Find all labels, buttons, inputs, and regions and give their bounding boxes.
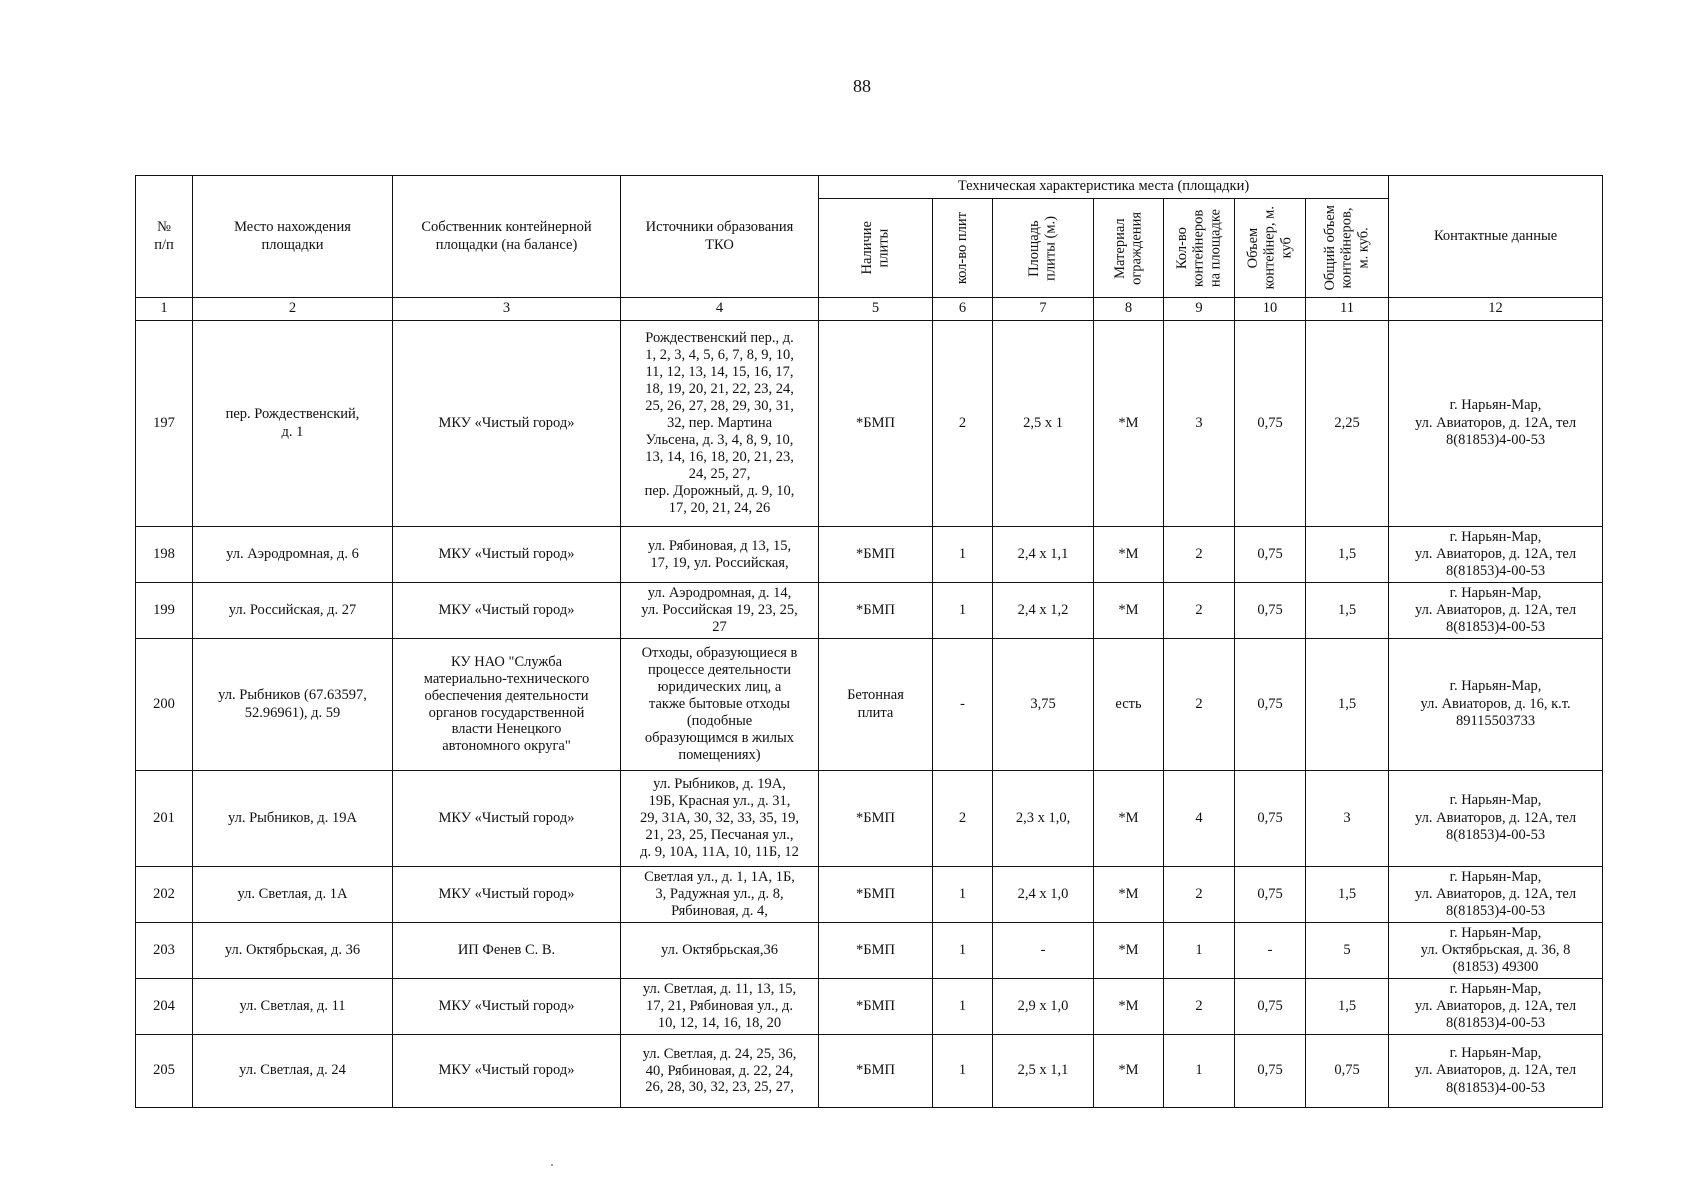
cell-fence-material: *М [1094,1035,1164,1108]
column-number-row [136,298,1603,321]
cell-num: 200 [136,639,193,771]
cell-total-volume: 1,5 [1306,639,1389,771]
cell-sources: Рождественский пер., д. 1, 2, 3, 4, 5, 6, 7, 8, 9, 10, 11, 12, 13, 14, 15, 16, 17, 18, 19, 20, 21, 22, 23, 24, 25, 26, 27, 28, 29, 30, 31, 32, пер. Мартина Ульсена, д. 3, 4, 8, 9, 10, 13, 14, 16, 18, 20, 21, 23, 24, 25, 27, пер. Дорожный, д. 9, 10, 17, 20, 21, 24, 26 [621,321,819,527]
cell-fence-material: есть [1094,639,1164,771]
cell-contacts: г. Нарьян-Мар, ул. Авиаторов, д. 12А, тел 8(81853)4-00-53 [1389,321,1603,527]
header-plate-count [933,199,993,298]
cell-container-volume: 0,75 [1235,1035,1306,1108]
cell-total-volume: 1,5 [1306,867,1389,923]
header-container-count [1164,199,1235,298]
cell-location: ул. Светлая, д. 11 [193,979,393,1035]
header-container-count-text: Кол-во контейнеров на площадке [1173,208,1224,288]
cell-sources: ул. Октябрьская,36 [621,923,819,979]
header-contacts: Контактные данные [1389,176,1603,298]
cell-plate-count: 1 [933,527,993,583]
cell-container-count: 1 [1164,1035,1235,1108]
table-row [136,583,1603,639]
cell-fence-material: *М [1094,583,1164,639]
cell-owner: МКУ «Чистый город» [393,583,621,639]
scan-speck [551,1164,553,1166]
header-tech-group: Техническая характеристика места (площадки) [819,176,1389,199]
header-container-volume [1235,199,1306,298]
cell-contacts: г. Нарьян-Мар, ул. Авиаторов, д. 12А, тел 8(81853)4-00-53 [1389,867,1603,923]
cell-total-volume: 1,5 [1306,979,1389,1035]
header-fence-material [1094,199,1164,298]
header-total-volume-text: Общий объем контейнеров, м. куб. [1322,205,1372,291]
header-has-plate-text: Наличие плиты [858,221,892,275]
cell-sources: Светлая ул., д. 1, 1А, 1Б, 3, Радужная ул., д. 8, Рябиновая, д. 4, [621,867,819,923]
column-number: 12 [1389,298,1603,321]
cell-plate-area: 2,4 х 1,1 [993,527,1094,583]
table-row [136,771,1603,867]
header-plate-area [993,199,1094,298]
cell-location: ул. Октябрьская, д. 36 [193,923,393,979]
cell-total-volume: 0,75 [1306,1035,1389,1108]
column-number: 11 [1306,298,1389,321]
cell-container-count: 2 [1164,527,1235,583]
cell-sources: ул. Светлая, д. 11, 13, 15, 17, 21, Рябиновая ул., д. 10, 12, 14, 16, 18, 20 [621,979,819,1035]
cell-plate-count: 1 [933,583,993,639]
cell-fence-material: *М [1094,867,1164,923]
header-fence-material-text: Материал ограждения [1111,211,1145,285]
cell-owner: МКУ «Чистый город» [393,867,621,923]
column-number: 2 [193,298,393,321]
cell-total-volume: 1,5 [1306,583,1389,639]
cell-container-count: 4 [1164,771,1235,867]
cell-fence-material: *М [1094,527,1164,583]
cell-contacts: г. Нарьян-Мар, ул. Авиаторов, д. 12А, тел 8(81853)4-00-53 [1389,771,1603,867]
cell-plate-count: 2 [933,771,993,867]
cell-contacts: г. Нарьян-Мар, ул. Авиаторов, д. 12А, тел 8(81853)4-00-53 [1389,527,1603,583]
cell-plate-area: 2,4 х 1,0 [993,867,1094,923]
cell-owner: МКУ «Чистый город» [393,321,621,527]
cell-container-volume: - [1235,923,1306,979]
cell-owner: МКУ «Чистый город» [393,979,621,1035]
header-sources: Источники образования ТКО [621,176,819,298]
header-has-plate [819,199,933,298]
cell-owner: МКУ «Чистый город» [393,771,621,867]
cell-num: 205 [136,1035,193,1108]
cell-has-plate: *БМП [819,1035,933,1108]
column-number: 7 [993,298,1094,321]
header-total-volume [1306,199,1389,298]
cell-has-plate: *БМП [819,979,933,1035]
cell-plate-count: 1 [933,1035,993,1108]
column-number: 1 [136,298,193,321]
cell-has-plate: Бетонная плита [819,639,933,771]
cell-has-plate: *БМП [819,867,933,923]
header-container-volume-text: Объем контейнер, м. куб [1244,206,1295,290]
cell-has-plate: *БМП [819,923,933,979]
cell-container-volume: 0,75 [1235,321,1306,527]
cell-container-count: 3 [1164,321,1235,527]
cell-plate-count: 1 [933,979,993,1035]
cell-sources: ул. Рыбников, д. 19А, 19Б, Красная ул., д. 31, 29, 31А, 30, 32, 33, 35, 19, 21, 23, 25, Песчаная ул., д. 9, 10А, 11А, 10, 11Б, 12 [621,771,819,867]
column-number: 4 [621,298,819,321]
cell-plate-area: 2,5 х 1,1 [993,1035,1094,1108]
container-sites-table [135,175,1603,1108]
cell-num: 197 [136,321,193,527]
cell-owner: МКУ «Чистый город» [393,527,621,583]
cell-plate-area: 2,3 х 1,0, [993,771,1094,867]
cell-location: ул. Рыбников, д. 19А [193,771,393,867]
cell-location: пер. Рождественский, д. 1 [193,321,393,527]
header-owner: Собственник контейнерной площадки (на балансе) [393,176,621,298]
column-number: 9 [1164,298,1235,321]
column-number: 10 [1235,298,1306,321]
header-plate-area-text: Площадь плиты (м.) [1026,215,1059,281]
cell-contacts: г. Нарьян-Мар, ул. Авиаторов, д. 12А, тел 8(81853)4-00-53 [1389,583,1603,639]
page-number: 88 [853,76,871,96]
table-row [136,639,1603,771]
cell-num: 199 [136,583,193,639]
cell-num: 203 [136,923,193,979]
header-location: Место нахождения площадки [193,176,393,298]
cell-plate-count: - [933,639,993,771]
cell-sources: ул. Аэродромная, д. 14, ул. Российская 19, 23, 25, 27 [621,583,819,639]
cell-total-volume: 2,25 [1306,321,1389,527]
cell-location: ул. Рыбников (67.63597, 52.96961), д. 59 [193,639,393,771]
cell-fence-material: *М [1094,979,1164,1035]
table-row [136,527,1603,583]
table-row [136,867,1603,923]
cell-num: 201 [136,771,193,867]
table-row [136,321,1603,527]
cell-total-volume: 5 [1306,923,1389,979]
cell-plate-count: 1 [933,867,993,923]
column-number: 8 [1094,298,1164,321]
cell-location: ул. Светлая, д. 1А [193,867,393,923]
cell-container-count: 2 [1164,583,1235,639]
cell-container-volume: 0,75 [1235,867,1306,923]
cell-contacts: г. Нарьян-Мар, ул. Авиаторов, д. 12А, тел 8(81853)4-00-53 [1389,979,1603,1035]
cell-owner: КУ НАО "Служба материально-технического обеспечения деятельности органов государственной власти Ненецкого автономного округа" [393,639,621,771]
cell-container-volume: 0,75 [1235,583,1306,639]
cell-sources: Отходы, образующиеся в процессе деятельности юридических лиц, а также бытовые отходы (подобные образующимся в жилых помещениях) [621,639,819,771]
cell-total-volume: 1,5 [1306,527,1389,583]
cell-location: ул. Российская, д. 27 [193,583,393,639]
column-number: 5 [819,298,933,321]
cell-container-volume: 0,75 [1235,639,1306,771]
cell-fence-material: *М [1094,771,1164,867]
cell-location: ул. Светлая, д. 24 [193,1035,393,1108]
cell-contacts: г. Нарьян-Мар, ул. Октябрьская, д. 36, 8 (81853) 49300 [1389,923,1603,979]
table-row [136,1035,1603,1108]
cell-plate-area: - [993,923,1094,979]
cell-contacts: г. Нарьян-Мар, ул. Авиаторов, д. 16, к.т. 89115503733 [1389,639,1603,771]
cell-plate-area: 2,4 х 1,2 [993,583,1094,639]
cell-has-plate: *БМП [819,321,933,527]
cell-owner: ИП Фенев С. В. [393,923,621,979]
cell-container-count: 2 [1164,979,1235,1035]
cell-has-plate: *БМП [819,527,933,583]
cell-plate-area: 3,75 [993,639,1094,771]
cell-sources: ул. Рябиновая, д 13, 15, 17, 19, ул. Российская, [621,527,819,583]
cell-num: 202 [136,867,193,923]
cell-plate-count: 1 [933,923,993,979]
column-number: 3 [393,298,621,321]
cell-container-count: 2 [1164,639,1235,771]
cell-container-volume: 0,75 [1235,527,1306,583]
cell-num: 198 [136,527,193,583]
cell-plate-count: 2 [933,321,993,527]
cell-container-volume: 0,75 [1235,771,1306,867]
cell-owner: МКУ «Чистый город» [393,1035,621,1108]
header-num: № п/п [136,176,193,298]
table-row [136,923,1603,979]
cell-container-count: 1 [1164,923,1235,979]
column-number: 6 [933,298,993,321]
cell-contacts: г. Нарьян-Мар, ул. Авиаторов, д. 12А, тел 8(81853)4-00-53 [1389,1035,1603,1108]
cell-has-plate: *БМП [819,583,933,639]
cell-plate-area: 2,5 х 1 [993,321,1094,527]
cell-plate-area: 2,9 х 1,0 [993,979,1094,1035]
cell-total-volume: 3 [1306,771,1389,867]
cell-sources: ул. Светлая, д. 24, 25, 36, 40, Рябиновая, д. 22, 24, 26, 28, 30, 32, 23, 25, 27, [621,1035,819,1108]
table-row [136,979,1603,1035]
header-plate-count-text: кол-во плит [954,211,971,285]
cell-has-plate: *БМП [819,771,933,867]
cell-container-volume: 0,75 [1235,979,1306,1035]
cell-container-count: 2 [1164,867,1235,923]
cell-fence-material: *М [1094,923,1164,979]
cell-location: ул. Аэродромная, д. 6 [193,527,393,583]
cell-fence-material: *М [1094,321,1164,527]
cell-num: 204 [136,979,193,1035]
